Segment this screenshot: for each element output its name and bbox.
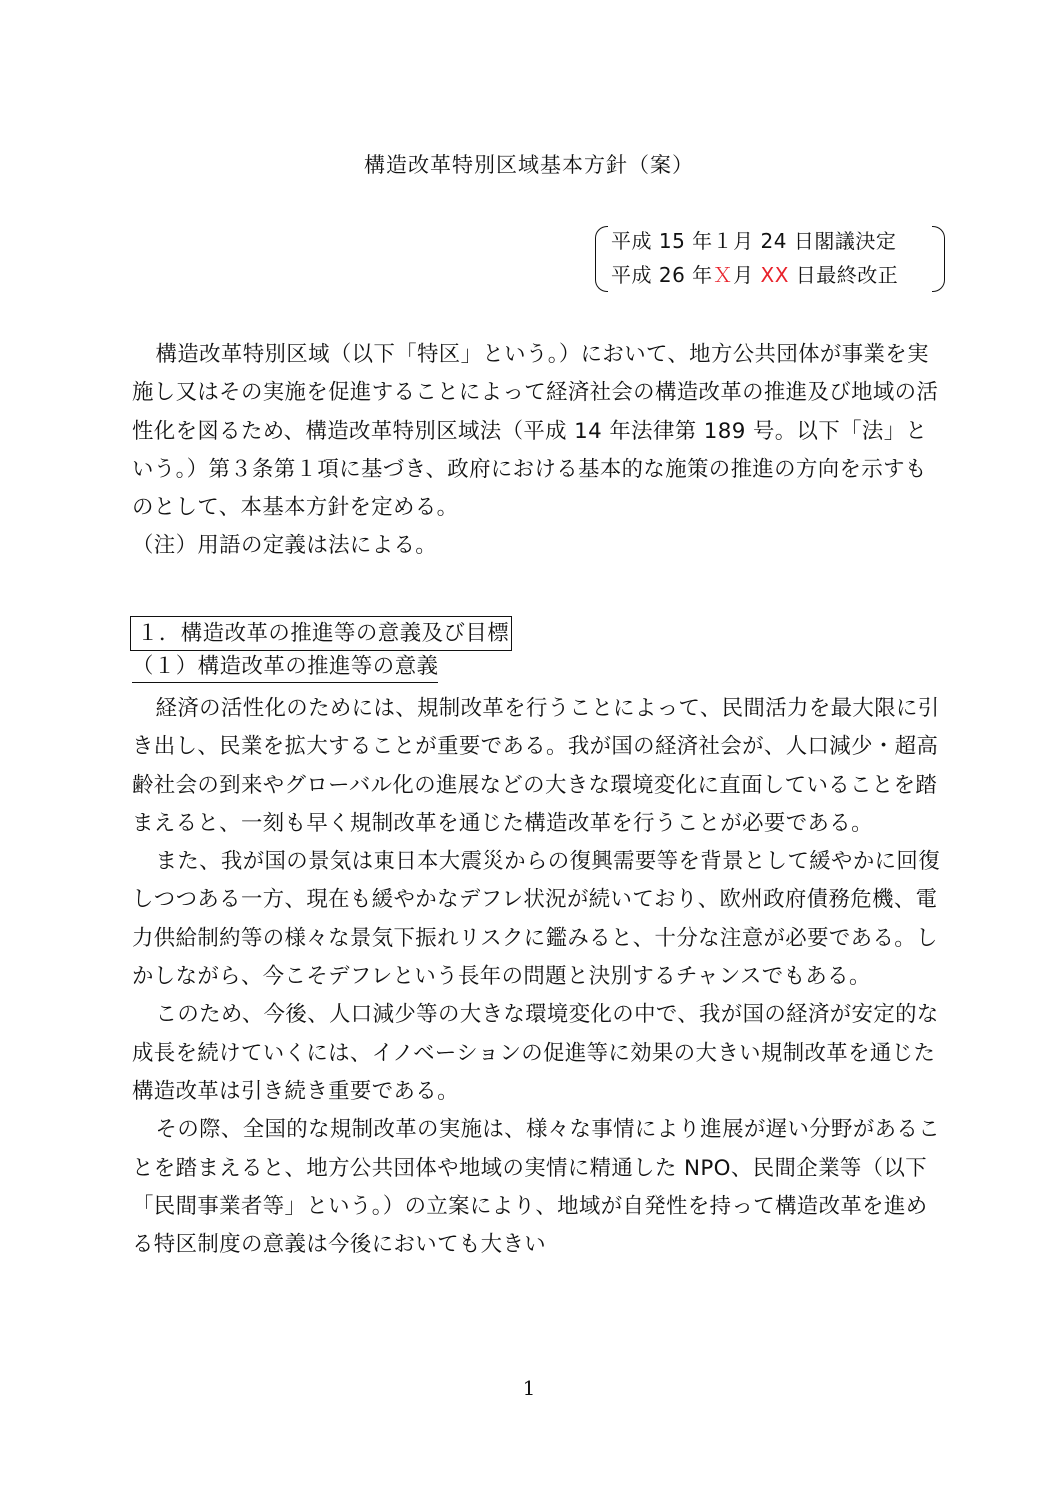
final-revision-date: [611, 260, 898, 290]
section-1-heading: １．構造改革の推進等の意義及び目標: [130, 616, 512, 651]
subsection-1-heading: （１）構造改革の推進等の意義: [132, 652, 438, 683]
body-paragraph: その際、全国的な規制改革の実施は、様々な事情により進展が遅い分野があることを踏まえると、地方公共団体や地域の実情に精通した NPO、民間企業等（以下「民間事業者等」という。）の立案により、地域が自発性を持って構造改革を進める特区制度の意義は今後においても大きい: [132, 1117, 940, 1258]
intro-note: （注）用語の定義は法による。: [132, 533, 438, 559]
body-paragraph: 経済の活性化のためには、規制改革を行うことによって、民間活力を最大限に引き出し、民業を拡大することが重要である。我が国の経済社会が、人口減少・超高齢社会の到来やグローバル化の進展などの大きな環境変化に直面していることを踏まえると、一刻も早く規制改革を通じた構造改革を行うことが必要である。: [132, 696, 940, 836]
left-bracket: [595, 226, 608, 292]
document-title: 構造改革特別区域基本方針（案）: [364, 153, 694, 177]
subsection-1-body: [132, 690, 942, 1264]
revision-month-label: 月: [733, 263, 754, 287]
body-paragraph: このため、今後、人口減少等の大きな環境変化の中で、我が国の経済が安定的な成長を続けていくには、イノベーションの促進等に効果の大きい規制改革を通じた構造改革は引き続き重要である。: [132, 1002, 939, 1104]
revision-suffix: 日最終改正: [795, 263, 899, 287]
intro-paragraph: 構造改革特別区域（以下「特区」という。）において、地方公共団体が事業を実施し又はその実施を促進することによって経済社会の構造改革の推進及び地域の活性化を図るため、構造改革特別区域法（平成 14 年法律第 189 号。以下「法」という。）第３条第１項に基づき、政府における基本的な施策の推進の方向を示すものとして、本基本方針を定める。: [132, 342, 939, 521]
right-bracket: [932, 226, 945, 292]
body-paragraph: また、我が国の景気は東日本大震災からの復興需要等を背景として緩やかに回復しつつある一方、現在も緩やかなデフレ状況が続いており、欧州政府債務危機、電力供給制約等の様々な景気下振れリスクに鑑みると、十分な注意が必要である。しかしながら、今こそデフレという長年の問題と決別するチャンスでもある。: [132, 849, 940, 990]
revision-year: 平成 26 年: [611, 263, 713, 287]
intro-block: [132, 336, 942, 566]
page-number: 1: [522, 1376, 536, 1400]
revision-day-placeholder: XX: [760, 263, 789, 287]
decision-dates-box: [595, 226, 945, 292]
revision-month-placeholder: Ｘ: [712, 263, 734, 287]
cabinet-decision-date: 平成 15 年１月 24 日閣議決定: [611, 229, 897, 253]
